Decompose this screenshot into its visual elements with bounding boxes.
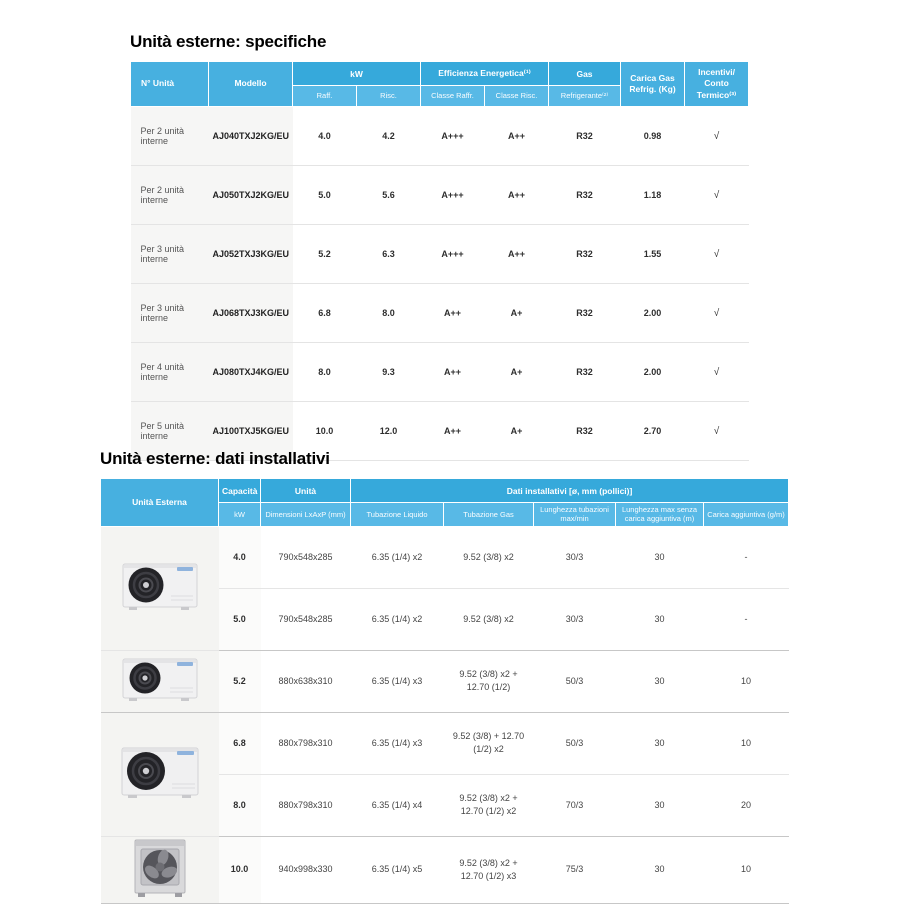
outdoor-unit-small-image: [119, 558, 201, 614]
cell-tubazione-gas: 9.52 (3/8) x2 + 12.70 (1/2) x3: [444, 836, 534, 903]
cell-carica-aggiuntiva: 10: [704, 836, 789, 903]
col-header-dati-installativi: Dati installativi [ø, mm (pollici)]: [351, 479, 789, 503]
col-header-dimensioni: Dimensioni LxAxP (mm): [261, 503, 351, 527]
cell-kw-risc: 8.0: [357, 284, 421, 343]
cell-n-unita: Per 3 unità interne: [131, 225, 209, 284]
cell-kw-raff: 4.0: [293, 107, 357, 166]
cell-lunghezza-max: 30: [616, 836, 704, 903]
cell-carica: 1.18: [621, 166, 685, 225]
cell-gas: R32: [549, 402, 621, 461]
cell-classe-raff: A++: [421, 284, 485, 343]
cell-carica: 2.00: [621, 343, 685, 402]
cell-kw-risc: 4.2: [357, 107, 421, 166]
cell-lunghezza-tubazioni: 30/3: [534, 526, 616, 588]
cell-incentivo-check: √: [685, 107, 749, 166]
spec-row: [131, 166, 749, 225]
cell-incentivo-check: √: [685, 402, 749, 461]
col-header-tubazione-liquido: Tubazione Liquido: [351, 503, 444, 527]
cell-modello: AJ100TXJ5KG/EU: [209, 402, 293, 461]
cell-modello: AJ040TXJ2KG/EU: [209, 107, 293, 166]
cell-carica: 0.98: [621, 107, 685, 166]
col-header-lunghezza-max: Lunghezza max senza carica aggiuntiva (m): [616, 503, 704, 527]
col-header-carica-gas: Carica Gas Refrig. (Kg): [621, 62, 685, 107]
cell-carica-aggiuntiva: 10: [704, 712, 789, 774]
spec-row: [131, 225, 749, 284]
cell-tubazione-gas: 9.52 (3/8) x2 + 12.70 (1/2): [444, 650, 534, 712]
col-header-kw: kW: [219, 503, 261, 527]
cell-n-unita: Per 3 unità interne: [131, 284, 209, 343]
outdoor-unit-large-image: [118, 742, 202, 802]
specs-section: [130, 32, 748, 461]
cell-kw-raff: 5.2: [293, 225, 357, 284]
cell-capacita: 5.2: [219, 650, 261, 712]
cell-modello: AJ080TXJ4KG/EU: [209, 343, 293, 402]
cell-n-unita: Per 2 unità interne: [131, 166, 209, 225]
cell-carica: 1.55: [621, 225, 685, 284]
outdoor-unit-large-image-cell: [101, 712, 219, 836]
col-header-classe-risc: Classe Risc.: [485, 86, 549, 107]
outdoor-unit-medium-image: [120, 654, 200, 704]
spec-row: [131, 343, 749, 402]
install-table: [100, 478, 789, 904]
cell-carica-aggiuntiva: -: [704, 526, 789, 588]
cell-capacita: 8.0: [219, 774, 261, 836]
cell-lunghezza-tubazioni: 75/3: [534, 836, 616, 903]
col-header-tubazione-gas: Tubazione Gas: [444, 503, 534, 527]
col-header-kw: kW: [293, 62, 421, 86]
col-header-modello: Modello: [209, 62, 293, 107]
col-header-unita: Unità: [261, 479, 351, 503]
cell-lunghezza-max: 30: [616, 712, 704, 774]
cell-dimensioni: 790x548x285: [261, 526, 351, 588]
cell-capacita: 6.8: [219, 712, 261, 774]
cell-tubazione-gas: 9.52 (3/8) x2: [444, 588, 534, 650]
cell-classe-risc: A+: [485, 343, 549, 402]
cell-classe-risc: A++: [485, 107, 549, 166]
col-header-efficienza: Efficienza Energetica⁽¹⁾: [421, 62, 549, 86]
cell-kw-raff: 8.0: [293, 343, 357, 402]
specs-title: Unità esterne: specifiche: [130, 32, 327, 51]
col-header-unita-esterna: Unità Esterna: [101, 479, 219, 527]
cell-capacita: 10.0: [219, 836, 261, 903]
cell-kw-risc: 9.3: [357, 343, 421, 402]
cell-carica: 2.70: [621, 402, 685, 461]
cell-dimensioni: 880x798x310: [261, 774, 351, 836]
cell-dimensioni: 880x638x310: [261, 650, 351, 712]
cell-classe-raff: A+++: [421, 225, 485, 284]
spec-row: [131, 284, 749, 343]
cell-n-unita: Per 4 unità interne: [131, 343, 209, 402]
cell-classe-risc: A+: [485, 402, 549, 461]
cell-lunghezza-tubazioni: 50/3: [534, 712, 616, 774]
cell-carica-aggiuntiva: 10: [704, 650, 789, 712]
cell-lunghezza-max: 30: [616, 526, 704, 588]
cell-dimensioni: 790x548x285: [261, 588, 351, 650]
cell-tubazione-liquido: 6.35 (1/4) x3: [351, 650, 444, 712]
col-header-incentivi: Incentivi/ Conto Termico⁽³⁾: [685, 62, 749, 107]
spec-row: [131, 107, 749, 166]
cell-tubazione-liquido: 6.35 (1/4) x5: [351, 836, 444, 903]
cell-gas: R32: [549, 107, 621, 166]
cell-incentivo-check: √: [685, 284, 749, 343]
cell-classe-raff: A++: [421, 402, 485, 461]
col-header-lunghezza-tubazioni: Lunghezza tubazioni max/min: [534, 503, 616, 527]
cell-kw-raff: 10.0: [293, 402, 357, 461]
cell-classe-raff: A+++: [421, 107, 485, 166]
cell-lunghezza-tubazioni: 30/3: [534, 588, 616, 650]
cell-tubazione-liquido: 6.35 (1/4) x3: [351, 712, 444, 774]
cell-tubazione-liquido: 6.35 (1/4) x4: [351, 774, 444, 836]
cell-tubazione-liquido: 6.35 (1/4) x2: [351, 588, 444, 650]
cell-classe-raff: A++: [421, 343, 485, 402]
cell-classe-raff: A+++: [421, 166, 485, 225]
cell-n-unita: Per 5 unità interne: [131, 402, 209, 461]
cell-gas: R32: [549, 284, 621, 343]
cell-tubazione-gas: 9.52 (3/8) x2: [444, 526, 534, 588]
cell-carica-aggiuntiva: -: [704, 588, 789, 650]
cell-lunghezza-tubazioni: 70/3: [534, 774, 616, 836]
col-header-n-unita: N° Unità: [131, 62, 209, 107]
cell-kw-risc: 5.6: [357, 166, 421, 225]
cell-capacita: 5.0: [219, 588, 261, 650]
cell-kw-risc: 6.3: [357, 225, 421, 284]
cell-kw-raff: 5.0: [293, 166, 357, 225]
cell-modello: AJ050TXJ2KG/EU: [209, 166, 293, 225]
cell-incentivo-check: √: [685, 225, 749, 284]
install-section: [100, 449, 788, 904]
cell-incentivo-check: √: [685, 166, 749, 225]
col-header-refrigerante: Refrigerante⁽²⁾: [549, 86, 621, 107]
cell-classe-risc: A++: [485, 225, 549, 284]
cell-carica: 2.00: [621, 284, 685, 343]
cell-classe-risc: A+: [485, 284, 549, 343]
cell-kw-raff: 6.8: [293, 284, 357, 343]
cell-modello: AJ068TXJ3KG/EU: [209, 284, 293, 343]
outdoor-unit-medium-image-cell: [101, 650, 219, 712]
install-row: [101, 526, 789, 588]
cell-kw-risc: 12.0: [357, 402, 421, 461]
cell-incentivo-check: √: [685, 343, 749, 402]
col-header-carica-aggiuntiva: Carica aggiuntiva (g/m): [704, 503, 789, 527]
cell-lunghezza-max: 30: [616, 774, 704, 836]
outdoor-unit-xlarge-image: [129, 837, 191, 899]
cell-dimensioni: 880x798x310: [261, 712, 351, 774]
cell-tubazione-liquido: 6.35 (1/4) x2: [351, 526, 444, 588]
cell-tubazione-gas: 9.52 (3/8) x2 + 12.70 (1/2) x2: [444, 774, 534, 836]
col-header-gas: Gas: [549, 62, 621, 86]
cell-n-unita: Per 2 unità interne: [131, 107, 209, 166]
col-header-classe-raff: Classe Raffr.: [421, 86, 485, 107]
cell-lunghezza-max: 30: [616, 588, 704, 650]
cell-lunghezza-tubazioni: 50/3: [534, 650, 616, 712]
cell-modello: AJ052TXJ3KG/EU: [209, 225, 293, 284]
outdoor-unit-small-image-cell: [101, 526, 219, 650]
col-header-capacita: Capacità: [219, 479, 261, 503]
cell-classe-risc: A++: [485, 166, 549, 225]
cell-tubazione-gas: 9.52 (3/8) + 12.70 (1/2) x2: [444, 712, 534, 774]
install-row: [101, 650, 789, 712]
install-row: [101, 836, 789, 903]
cell-lunghezza-max: 30: [616, 650, 704, 712]
cell-gas: R32: [549, 343, 621, 402]
install-title: Unità esterne: dati installativi: [100, 449, 330, 468]
cell-dimensioni: 940x998x330: [261, 836, 351, 903]
cell-carica-aggiuntiva: 20: [704, 774, 789, 836]
col-header-risc: Risc.: [357, 86, 421, 107]
cell-gas: R32: [549, 166, 621, 225]
install-row: [101, 712, 789, 774]
col-header-raff: Raff.: [293, 86, 357, 107]
outdoor-unit-xlarge-image-cell: [101, 836, 219, 903]
specs-table: [130, 61, 749, 461]
cell-gas: R32: [549, 225, 621, 284]
cell-capacita: 4.0: [219, 526, 261, 588]
